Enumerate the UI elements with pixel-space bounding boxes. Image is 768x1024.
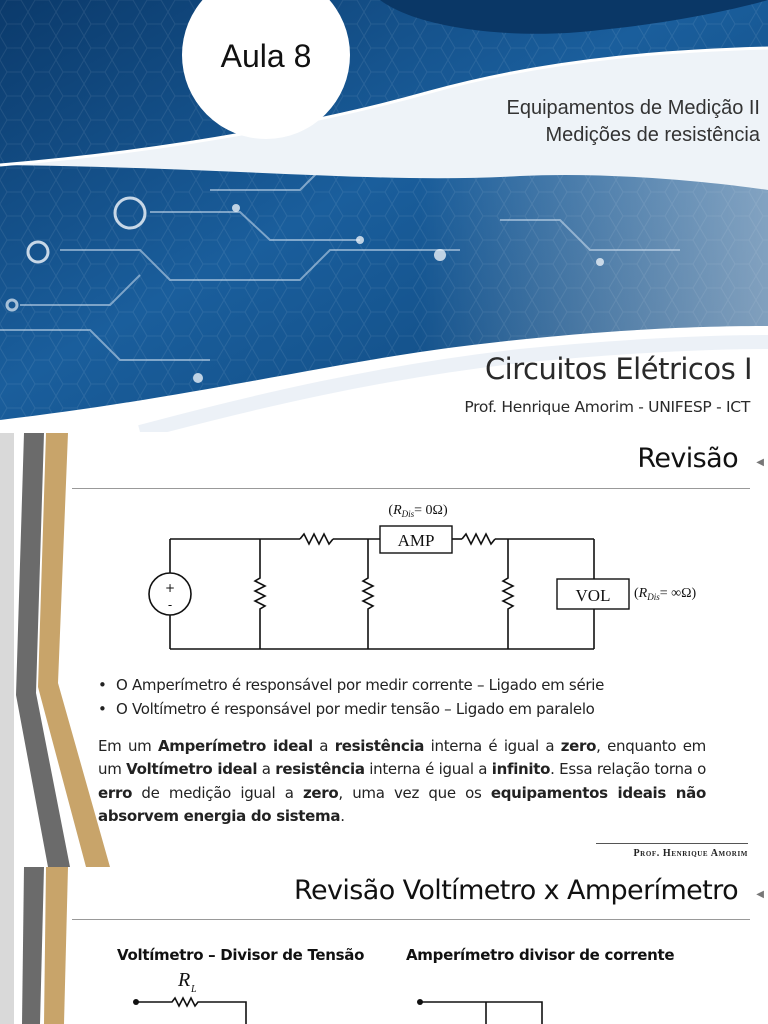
review-slide (0, 433, 768, 867)
source-minus: - (167, 598, 173, 612)
paragraph-text: . (340, 806, 345, 825)
paragraph-text: Em um (98, 737, 158, 755)
emphasis-text: zero (560, 737, 597, 755)
slide-title: Revisão (637, 443, 738, 474)
paragraph-text: a (257, 760, 276, 779)
paragraph-text: interna é igual a (364, 760, 492, 779)
emphasis-text: equipamentos ideais não absorvem energia do sistema (98, 783, 707, 825)
measurement-circuit-diagram (0, 433, 768, 663)
voltmeter-resistance-note: $(R_{Dis}= \infty\Omega)$ (634, 586, 697, 602)
title-slide (0, 0, 768, 432)
voltmeter-label: VOL (575, 586, 611, 605)
emphasis-text: resistência (275, 760, 365, 779)
bullet-list (98, 673, 604, 721)
emphasis-text: infinito (491, 760, 551, 779)
explanation-paragraph (98, 735, 706, 828)
voltmeter-heading: Voltímetro – Divisor de Tensão (117, 946, 365, 964)
paragraph-text: . Essa relação torna o (550, 760, 706, 779)
professor-credit: Prof. Henrique Amorim - UNIFESP - ICT (464, 398, 750, 416)
emphasis-text: Voltímetro ideal (126, 760, 258, 779)
lesson-number: Aula 8 (220, 38, 312, 74)
prev-arrow-icon[interactable]: ◀ (756, 457, 764, 468)
source-plus: + (164, 581, 176, 595)
resistor-subscript: L (191, 984, 197, 995)
paragraph-text: , enquanto em um (98, 737, 706, 779)
bullet-item: • O Amperímetro é responsável por medir corrente – Ligado em série (98, 676, 605, 694)
lesson-subtitle-1: Equipamentos de Medição II (506, 97, 760, 119)
slide-title: Revisão Voltímetro x Amperímetro (294, 875, 738, 906)
ammeter-heading: Amperímetro divisor de corrente (406, 946, 675, 964)
footer-credit: Prof. Henrique Amorim (633, 848, 748, 859)
bullet-item: • O Voltímetro é responsável por medir tensão – Ligado em paralelo (98, 700, 595, 718)
lesson-subtitle-2: Medições de resistência (545, 124, 760, 146)
emphasis-text: erro (98, 783, 133, 802)
emphasis-text: zero (302, 783, 339, 802)
prev-arrow-icon[interactable]: ◀ (756, 889, 764, 900)
footer-rule (596, 843, 748, 844)
paragraph-text: de medição igual a (132, 783, 303, 802)
ammeter-label: AMP (397, 531, 435, 550)
course-title: Circuitos Elétricos I (484, 352, 752, 386)
resistor-label: R (178, 969, 191, 991)
paragraph-text: , uma vez que os (338, 783, 491, 802)
paragraph-text: interna é igual a (424, 737, 561, 755)
divider-circuits (0, 867, 768, 1024)
ammeter-resistance-note: $(R_{Dis}= 0\Omega)$ (388, 503, 448, 519)
emphasis-text: resistência (334, 737, 425, 755)
comparison-slide (0, 867, 768, 1024)
emphasis-text: Amperímetro ideal (157, 737, 313, 755)
paragraph-text: a (312, 737, 335, 755)
